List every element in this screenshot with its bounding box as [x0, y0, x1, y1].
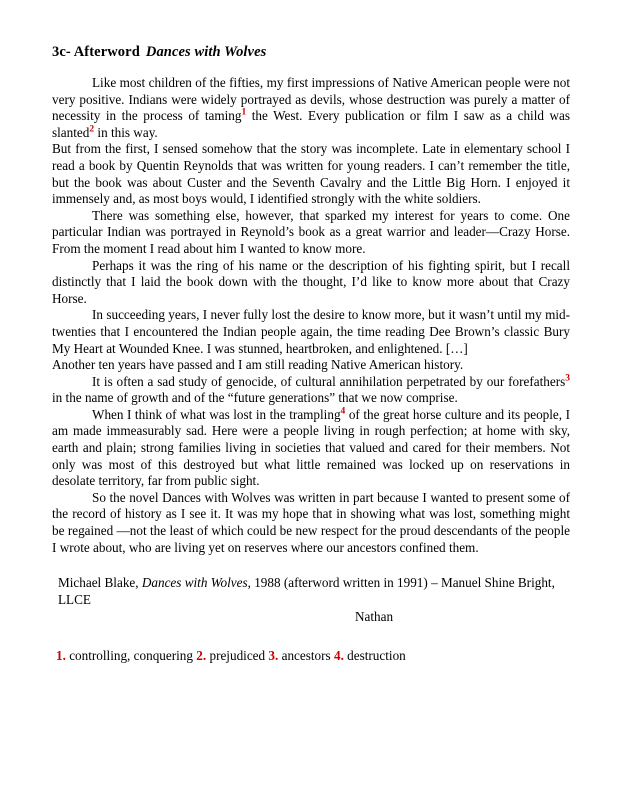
paragraph-text: of the great horse culture and its people, I am made immeasurably sad. Here were a people living in rough perfection; at home with sky, earth and plain; strong families living in societies that valued and cared for their members. Not only was most of this destroyed but what little remained was locked up on reservations in desolate territory, far from public sight. [52, 406, 570, 489]
signature-work: Dances with Wolves [141, 575, 248, 591]
signature-author: Michael Blake, [58, 575, 142, 591]
paragraph-text: Perhaps it was the ring of his name or the description of his fighting spirit, but I recall distinctly that I laid the book down with the thought, I’d like to know more about that Crazy Horse. [52, 257, 570, 306]
page-title-work: Dances with Wolves [145, 44, 267, 60]
signature-rest: , 1988 (afterword written in 1991) – Manuel Shine Bright, LLCE [58, 575, 555, 608]
footnote-number: 2. [196, 648, 207, 664]
paragraph-text: Like most children of the fifties, my first impressions of Native American people were not very positive. Indians were widely portrayed as devils, whose destruction was purely a matter of necessity in the process of taming [52, 75, 570, 124]
footnote-marker[interactable]: 4 [340, 406, 346, 417]
footnote-number: 1. [56, 648, 66, 664]
footnote-marker[interactable]: 1 [241, 107, 247, 118]
paragraph [52, 490, 570, 556]
footnote-marker[interactable]: 2 [89, 124, 95, 135]
footnote-item [334, 648, 406, 663]
footnote-gloss: ancestors [278, 648, 331, 664]
paragraph [52, 141, 570, 207]
footnote-item [56, 648, 193, 663]
document-body [52, 75, 570, 556]
paragraph-text: in this way. [94, 124, 158, 140]
paragraph [52, 407, 570, 490]
footnotes-list [52, 647, 570, 664]
paragraph-text: But from the first, I sensed somehow that the story was incomplete. Late in elementary school I read a book by Quentin Reynolds that was written for young readers. I can’t remember the title, but the book was about Custer and the Seventh Cavalry and the Little Big Horn. I enjoyed it immensely and, as most boys would, I identified strongly with the white soldiers. [52, 141, 570, 207]
footnote-number: 3. [268, 648, 279, 664]
footnote-item [268, 648, 330, 663]
footnote-gloss: destruction [343, 648, 406, 664]
paragraph [52, 258, 570, 308]
paragraph-text: in the name of growth and of the “future generations” that we now comprise. [52, 390, 458, 406]
paragraph [52, 75, 570, 141]
footnote-marker[interactable]: 3 [565, 373, 570, 384]
footnote-number: 4. [333, 648, 344, 664]
paragraph [52, 208, 570, 258]
paragraph-text: It is often a sad study of genocide, of cultural annihilation perpetrated by our forefathers [92, 373, 566, 389]
paragraph-text: Another ten years have passed and I am still reading Native American history. [52, 357, 464, 373]
footnote-gloss: prejudiced [206, 648, 266, 664]
footnote-gloss: controlling, conquering [65, 648, 193, 664]
paragraph-text: There was something else, however, that sparked my interest for years to come. One particular Indian was portrayed in Reynold’s book as a great warrior and leader—Crazy Horse. From the moment I read about him I wanted to know more. [52, 207, 570, 256]
page-title [52, 44, 570, 61]
signature-block [52, 574, 570, 625]
paragraph [52, 357, 570, 374]
paragraph-text: In succeeding years, I never fully lost the desire to know more, but it wasn’t until my mid-twenties that I encountered the Indian people again, the time reading Dee Brown’s classic Bury My Heart at Wounded Knee. I was stunned, heartbroken, and enlightened. […] [52, 307, 570, 356]
paragraph-text: When I think of what was lost in the trampling [92, 406, 341, 422]
footnote-item [196, 648, 265, 663]
page-title-prefix: 3c- Afterword [52, 44, 140, 60]
signature-line-2: Nathan [354, 609, 394, 625]
paragraph-text: the West. Every publication or film I saw as a child was slanted [52, 108, 570, 140]
paragraph [52, 307, 570, 357]
paragraph-text: So the novel Dances with Wolves was written in part because I wanted to present some of the record of history as I see it. It was my hope that in showing what was lost, something might be regained —not the least of which could be new respect for the proud descendants of the people I wrote about, who are living yet on reserves where our ancestors confined them. [52, 489, 570, 555]
paragraph [52, 374, 570, 407]
signature-line [58, 574, 570, 608]
